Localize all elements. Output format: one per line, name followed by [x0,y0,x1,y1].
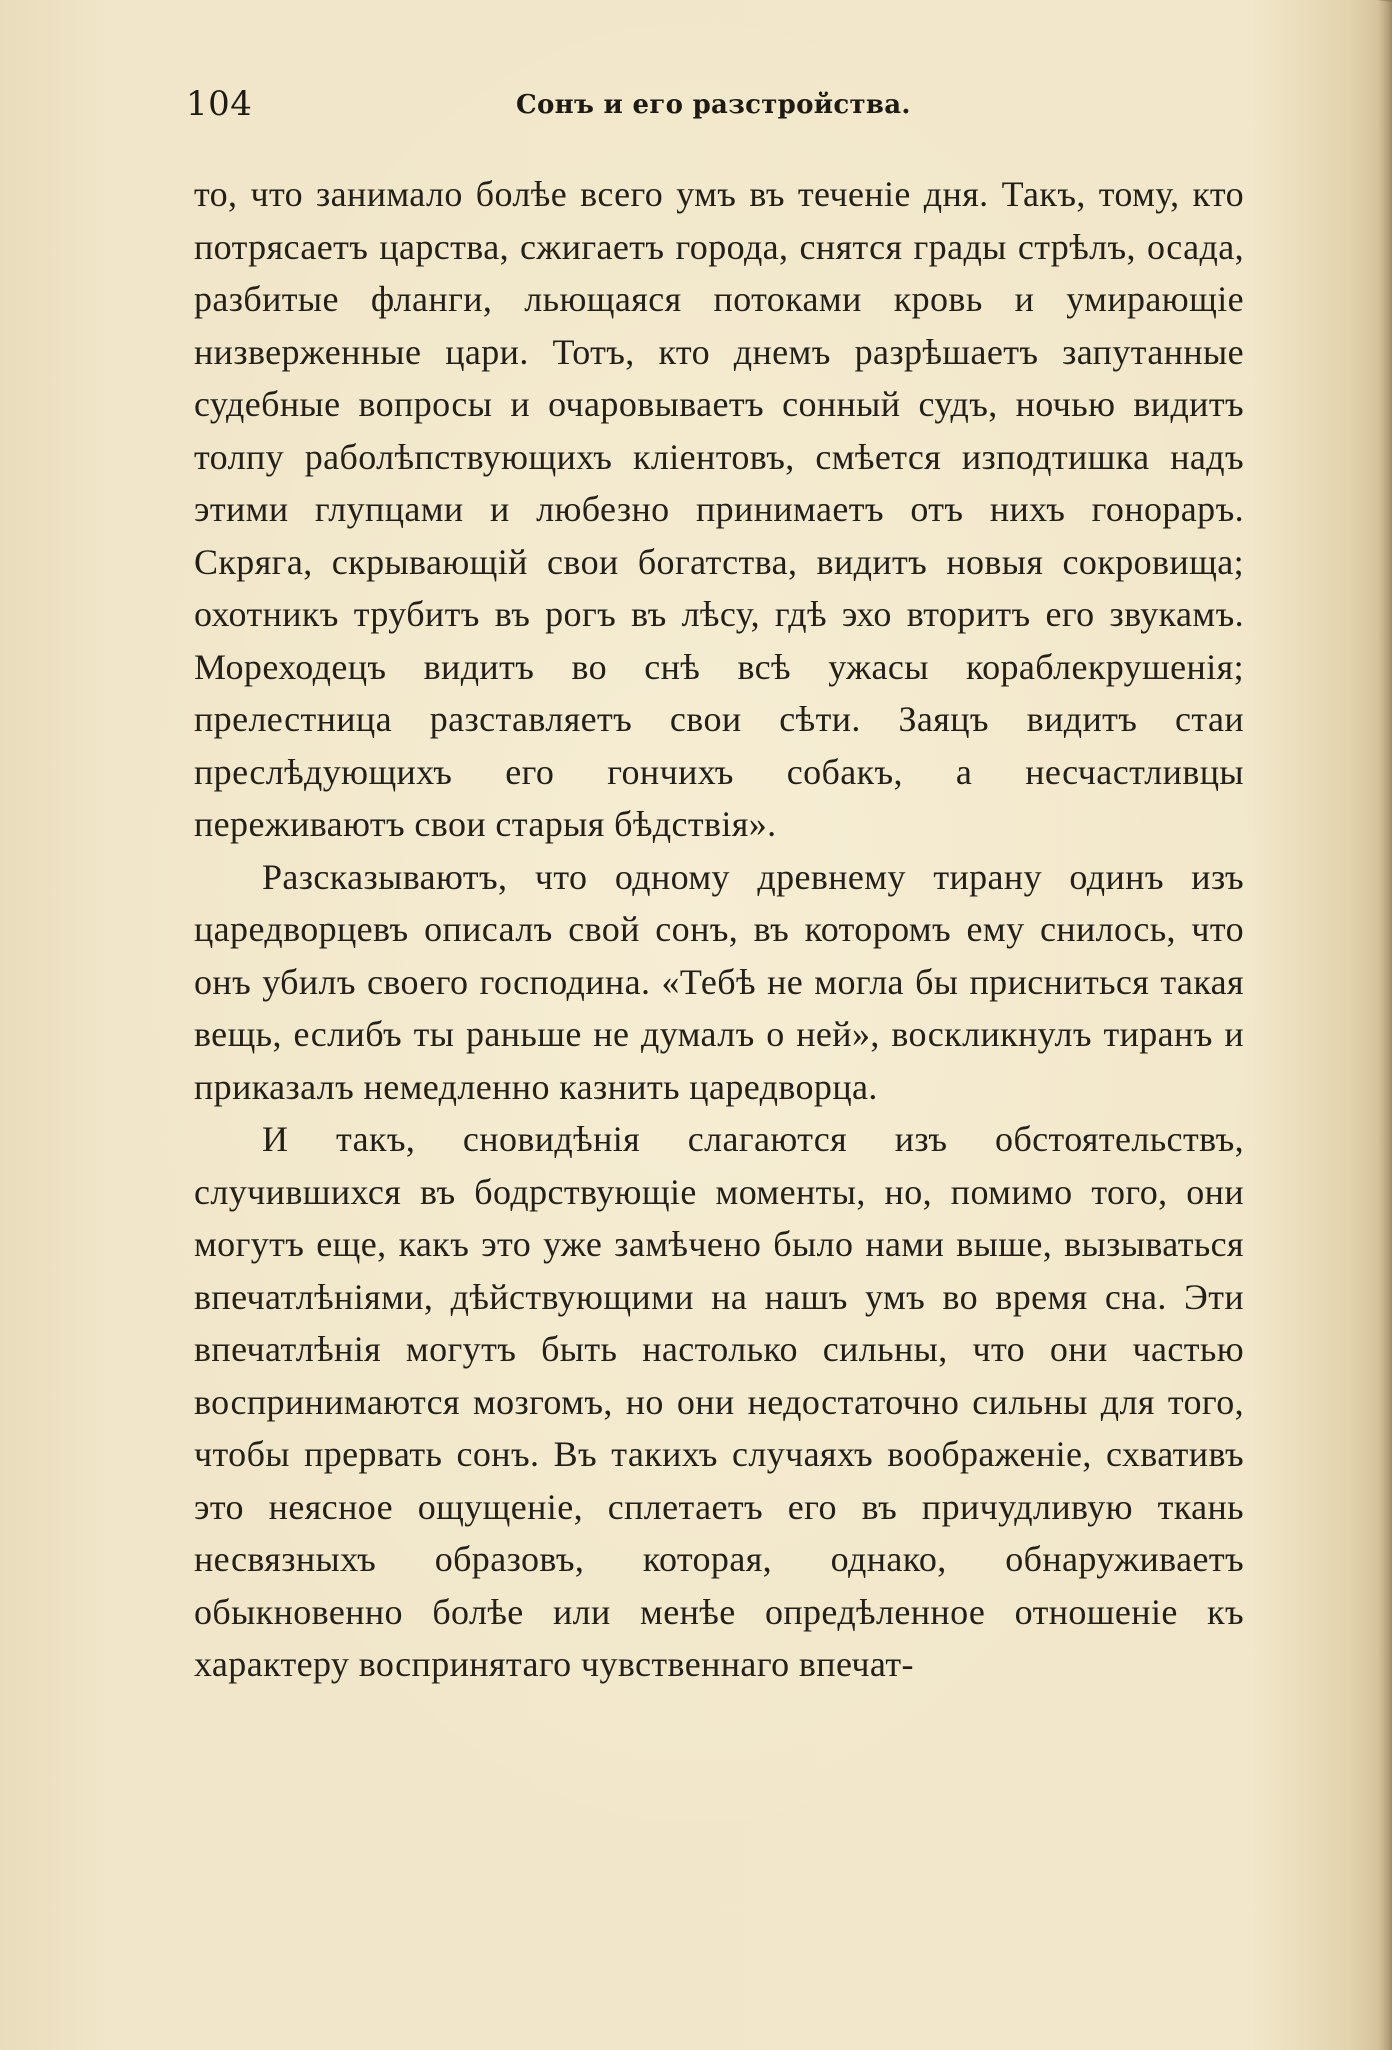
paragraph-3: И такъ, сновидѣнія слагаются изъ обстоятельствъ, случившихся въ бодрствующіе моменты, но, помимо того, они могутъ еще, какъ это уже замѣчено было нами выше, вызываться впечатлѣніями, дѣйствующими на нашъ умъ во время сна. Эти впечатлѣнія могутъ быть настолько сильны, что они частью воспринимаются мозгомъ, но они недостаточно сильны для того, чтобы прервать сонъ. Въ такихъ случаяхъ воображеніе, схвативъ это неясное ощущеніе, сплетаетъ его въ причудливую ткань несвязныхъ образовъ, которая, однако, обнаруживаетъ обыкновенно болѣе или менѣе опредѣленное отношеніе къ характеру воспринятаго чувственнаго впечат- [194,1119,1244,1684]
page-number: 104 [186,84,253,124]
paragraph-2: Разсказываютъ, что одному древнему тирану одинъ изъ царедворцевъ описалъ свой сонъ, въ которомъ ему снилось, что онъ убилъ своего господина. «Тебѣ не могла бы присниться такая вещь, еслибъ ты раньше не думалъ о ней», воскликнулъ тиранъ и приказалъ немедленно казнить царедворца. [194,856,1244,1107]
page-edge-shadow [1378,0,1392,2050]
page-header [186,84,1246,128]
body-text [194,168,1244,1691]
running-title: Сонъ и его разстройства. [516,90,911,120]
paragraph-1: то, что занимало болѣе всего умъ въ теченіе дня. Такъ, тому, кто потрясаетъ царства, сжигаетъ города, снятся грады стрѣлъ, осада, разбитые фланги, льющаяся потоками кровь и умирающіе низверженные цари. Тотъ, кто днемъ разрѣшаетъ запутанные судебные вопросы и очаровываетъ сонный судъ, ночью видитъ толпу раболѣпствующихъ кліентовъ, смѣется изподтишка надъ этими глупцами и любезно принимаетъ отъ нихъ гонораръ. Скряга, скрывающій свои богатства, видитъ новыя сокровища; охотникъ трубитъ въ рогъ въ лѣсу, гдѣ эхо вторитъ его звукамъ. Мореходецъ видитъ во снѣ всѣ ужасы кораблекрушенія; прелестница разставляетъ свои сѣти. Заяцъ видитъ стаи преслѣдующихъ его гончихъ собакъ, а несчастливцы переживаютъ свои старыя бѣдствія». [194,174,1244,844]
